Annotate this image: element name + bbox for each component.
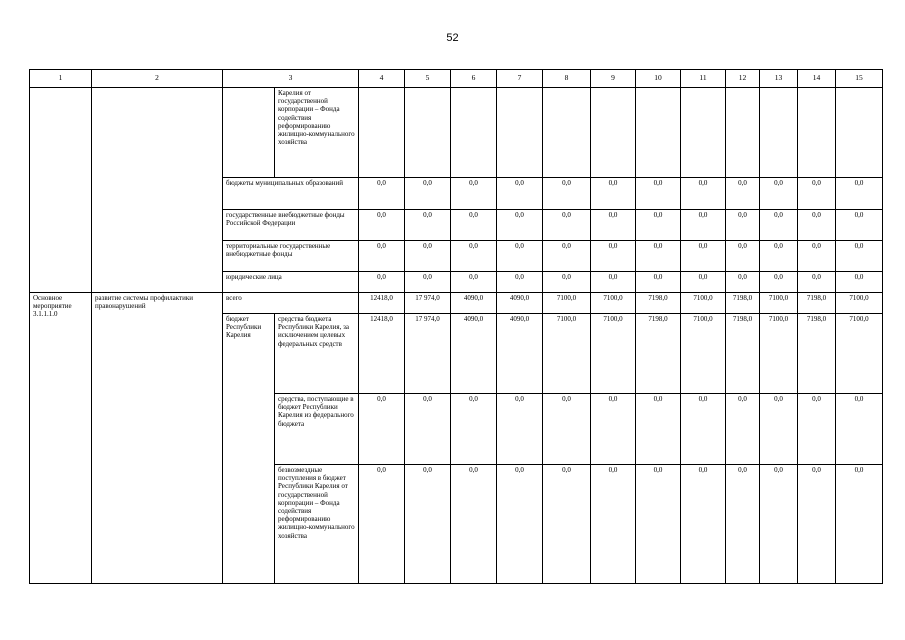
value-cell: 0,0 <box>760 210 798 241</box>
header-cell: 5 <box>405 70 451 88</box>
value-cell: 0,0 <box>591 210 636 241</box>
value-cell: 7100,0 <box>681 293 726 314</box>
value-cell: 0,0 <box>405 210 451 241</box>
value-cell: 0,0 <box>543 178 591 210</box>
value-cell: 7100,0 <box>591 314 636 394</box>
value-cell: 0,0 <box>760 241 798 272</box>
header-cell: 14 <box>798 70 836 88</box>
value-cell: 4090,0 <box>451 314 497 394</box>
event-code: Основное мероприятие 3.1.1.1.0 <box>30 293 92 584</box>
value-cell: 0,0 <box>451 394 497 465</box>
value-cell: 0,0 <box>798 272 836 293</box>
value-cell <box>636 88 681 178</box>
value-cell: 0,0 <box>359 178 405 210</box>
value-cell <box>497 88 543 178</box>
value-cell: 0,0 <box>405 272 451 293</box>
value-cell: 0,0 <box>798 241 836 272</box>
value-cell: 7100,0 <box>543 314 591 394</box>
value-cell: 0,0 <box>591 394 636 465</box>
header-cell: 13 <box>760 70 798 88</box>
value-cell: 0,0 <box>497 210 543 241</box>
value-cell: 0,0 <box>497 178 543 210</box>
value-cell: 0,0 <box>451 210 497 241</box>
value-cell: 0,0 <box>543 241 591 272</box>
value-cell: 0,0 <box>636 394 681 465</box>
value-cell: 0,0 <box>636 210 681 241</box>
table-cell <box>92 88 223 293</box>
value-cell: 0,0 <box>636 178 681 210</box>
value-cell: 7198,0 <box>798 314 836 394</box>
value-cell: 0,0 <box>543 210 591 241</box>
value-cell: 0,0 <box>359 394 405 465</box>
value-cell: 0,0 <box>543 394 591 465</box>
event-title: развитие системы профилактики правонарушений <box>92 293 223 584</box>
funding-table <box>29 69 883 584</box>
value-cell: 0,0 <box>726 272 760 293</box>
source-label: бюджеты муниципальных образований <box>223 178 359 210</box>
value-cell: 0,0 <box>836 394 883 465</box>
table-cell <box>223 88 275 178</box>
value-cell: 7198,0 <box>798 293 836 314</box>
value-cell: 7100,0 <box>681 314 726 394</box>
value-cell: 0,0 <box>591 465 636 584</box>
source-label: средства, поступающие в бюджет Республики Карелия из федерального бюджета <box>275 394 359 465</box>
header-cell: 7 <box>497 70 543 88</box>
value-cell: 17 974,0 <box>405 293 451 314</box>
source-label: всего <box>223 293 359 314</box>
value-cell <box>543 88 591 178</box>
header-cell: 9 <box>591 70 636 88</box>
value-cell: 0,0 <box>543 272 591 293</box>
value-cell: 0,0 <box>405 394 451 465</box>
value-cell: 0,0 <box>798 178 836 210</box>
source-label: юридические лица <box>223 272 359 293</box>
value-cell: 7100,0 <box>543 293 591 314</box>
value-cell: 0,0 <box>836 178 883 210</box>
value-cell <box>760 88 798 178</box>
value-cell <box>726 88 760 178</box>
value-cell: 0,0 <box>798 394 836 465</box>
header-cell: 10 <box>636 70 681 88</box>
value-cell: 0,0 <box>836 272 883 293</box>
value-cell: 7100,0 <box>760 314 798 394</box>
value-cell: 0,0 <box>798 465 836 584</box>
value-cell: 0,0 <box>405 241 451 272</box>
value-cell: 17 974,0 <box>405 314 451 394</box>
value-cell: 7100,0 <box>836 293 883 314</box>
header-cell: 6 <box>451 70 497 88</box>
value-cell: 0,0 <box>543 465 591 584</box>
value-cell: 4090,0 <box>497 293 543 314</box>
value-cell: 12418,0 <box>359 293 405 314</box>
value-cell: 0,0 <box>591 272 636 293</box>
source-label: Карелия от государственной корпорации – Фонда содействия реформированию жилищно-коммунального хозяйства <box>275 88 359 178</box>
header-cell: 11 <box>681 70 726 88</box>
header-cell: 2 <box>92 70 223 88</box>
value-cell: 0,0 <box>451 272 497 293</box>
value-cell: 0,0 <box>726 178 760 210</box>
table-row <box>30 88 883 178</box>
value-cell: 0,0 <box>451 241 497 272</box>
value-cell: 0,0 <box>681 465 726 584</box>
table-cell <box>30 88 92 293</box>
value-cell: 0,0 <box>681 210 726 241</box>
value-cell: 0,0 <box>681 241 726 272</box>
value-cell: 12418,0 <box>359 314 405 394</box>
value-cell: 0,0 <box>359 465 405 584</box>
value-cell: 0,0 <box>726 465 760 584</box>
value-cell <box>359 88 405 178</box>
header-cell: 12 <box>726 70 760 88</box>
value-cell: 0,0 <box>760 272 798 293</box>
value-cell: 0,0 <box>760 178 798 210</box>
value-cell: 0,0 <box>497 465 543 584</box>
value-cell: 7100,0 <box>760 293 798 314</box>
value-cell: 7100,0 <box>591 293 636 314</box>
value-cell: 0,0 <box>359 210 405 241</box>
value-cell: 0,0 <box>591 178 636 210</box>
value-cell: 0,0 <box>636 465 681 584</box>
value-cell <box>451 88 497 178</box>
page-number: 52 <box>446 32 459 44</box>
header-cell: 8 <box>543 70 591 88</box>
value-cell: 0,0 <box>497 241 543 272</box>
value-cell: 0,0 <box>681 394 726 465</box>
value-cell: 0,0 <box>497 272 543 293</box>
value-cell: 0,0 <box>451 178 497 210</box>
value-cell: 0,0 <box>451 465 497 584</box>
value-cell: 0,0 <box>359 241 405 272</box>
value-cell <box>591 88 636 178</box>
value-cell: 7198,0 <box>636 293 681 314</box>
value-cell: 0,0 <box>836 210 883 241</box>
value-cell: 4090,0 <box>451 293 497 314</box>
value-cell: 7198,0 <box>726 314 760 394</box>
source-label: территориальные государственные внебюджетные фонды <box>223 241 359 272</box>
value-cell: 0,0 <box>760 465 798 584</box>
value-cell: 0,0 <box>636 241 681 272</box>
value-cell: 0,0 <box>760 394 798 465</box>
value-cell: 0,0 <box>591 241 636 272</box>
value-cell <box>681 88 726 178</box>
value-cell: 0,0 <box>681 178 726 210</box>
header-cell: 15 <box>836 70 883 88</box>
value-cell: 0,0 <box>798 210 836 241</box>
header-cell: 3 <box>223 70 359 88</box>
header-row <box>30 70 883 88</box>
value-cell: 0,0 <box>836 465 883 584</box>
value-cell: 0,0 <box>405 178 451 210</box>
value-cell: 7198,0 <box>726 293 760 314</box>
table-row <box>30 293 883 314</box>
header-cell: 1 <box>30 70 92 88</box>
value-cell <box>798 88 836 178</box>
value-cell: 0,0 <box>836 241 883 272</box>
value-cell: 0,0 <box>726 210 760 241</box>
budget-group-label: бюджет Республики Карелия <box>223 314 275 584</box>
value-cell: 0,0 <box>726 241 760 272</box>
source-label: безвозмездные поступления в бюджет Республики Карелия от государственной корпорации – Фонда содействия реформированию жилищно-коммунального хозяйства <box>275 465 359 584</box>
value-cell: 7198,0 <box>636 314 681 394</box>
value-cell: 0,0 <box>405 465 451 584</box>
header-cell: 4 <box>359 70 405 88</box>
value-cell: 0,0 <box>359 272 405 293</box>
value-cell: 7100,0 <box>836 314 883 394</box>
value-cell: 4090,0 <box>497 314 543 394</box>
value-cell <box>836 88 883 178</box>
value-cell: 0,0 <box>497 394 543 465</box>
source-label: средства бюджета Республики Карелия, за исключением целевых федеральных средств <box>275 314 359 394</box>
value-cell: 0,0 <box>726 394 760 465</box>
value-cell <box>405 88 451 178</box>
value-cell: 0,0 <box>636 272 681 293</box>
source-label: государственные внебюджетные фонды Российской Федерации <box>223 210 359 241</box>
value-cell: 0,0 <box>681 272 726 293</box>
